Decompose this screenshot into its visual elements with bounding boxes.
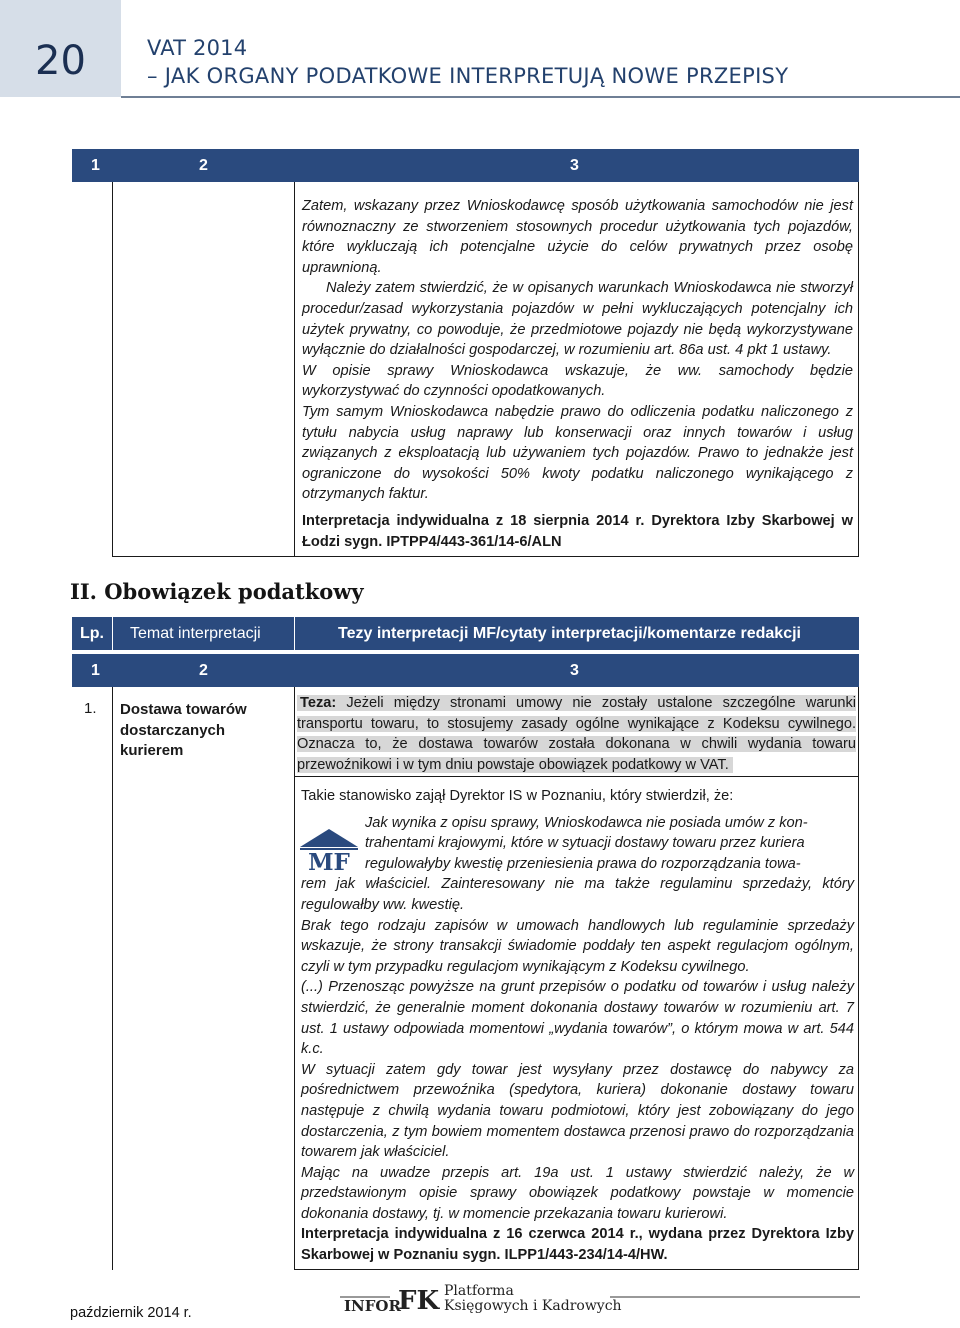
- col-num-1: 1: [91, 157, 100, 174]
- quote-line: Jak wynika z opisu sprawy, Wnioskodawca nie posiada umów z kon-: [365, 814, 808, 831]
- paragraph: W sytuacji zatem gdy towar jest wysyłany przez dostawcę do nabywcy za pośrednictwem przewoźnika (spedytora, kuriera) dokonanie dostawy towaru następuje z chwilą wydania towaru podmiotowi, który jest zobowiązany do jego dostarczenia, z tym bowiem momentem dostawca przenosi prawo do rozporządzania towarem jak właściciel.: [301, 1061, 854, 1161]
- thesis-box: [297, 693, 856, 775]
- source-citation: Interpretacja indywidualna z 16 czerwca 2014 r., wydana przez Dyrektora Izby Skarbowej w Poznaniu sygn. ILPP1/443-234/14-4/HW.: [301, 1226, 854, 1264]
- paragraph: Zatem, wskazany przez Wnioskodawcę sposób użytkowania samochodów nie jest równoznaczny ze stworzeniem stosownych procedur użytkowania tych pojazdów, które wykluczają ich potencjalne użycie do celów prywatnych przez osobę uprawnioną.: [302, 198, 853, 276]
- mf-logo-text: MF: [308, 849, 350, 871]
- table2-col-divider-1: [112, 687, 113, 1270]
- thesis-text: Jeżeli między stronami umowy nie zostały ustalone szczególne warunki transportu towaru, to stosujemy zasady ogólne wynikające z Kodeksu cywilnego. Oznacza to, że dostawa towarów została dokonana w chwili wydania towaru przewoźnikowi i w tym dniu powstaje obowiązek podatkowy w VAT.: [297, 695, 856, 773]
- source-citation: Interpretacja indywidualna z 18 sierpnia 2014 r. Dyrektora Izby Skarbowej w Łodzi sygn. IPTPP4/443-361/14-6/ALN: [302, 512, 853, 550]
- footer-logo-mark: FK: [398, 1286, 440, 1314]
- running-title: VAT 2014: [147, 36, 248, 60]
- table2-cell-content: [301, 786, 854, 1266]
- footer-date: październik 2014 r.: [70, 1305, 192, 1321]
- paragraph: (...) Przenosząc powyższe na grunt przepisów o podatku od towarów i usług należy stwierdzić, że generalnie moment dokonania dostawy towarów w rozumieniu art. 7 ust. 1 ustawy odpowiada momentowi „wydania towarów”, o którym mowa w art. 544 k.c.: [301, 979, 854, 1058]
- row-topic: Dostawa towarów dostarczanych kurierem: [120, 701, 247, 759]
- header-divider-2: [294, 617, 295, 650]
- table2-col-divider-2: [294, 687, 295, 1270]
- footer-logo-line1: Platforma: [444, 1283, 514, 1299]
- col-num-3: 3: [570, 157, 579, 174]
- page-number: 20: [35, 38, 86, 84]
- paragraph: Mając na uwadze przepis art. 19a ust. 1 ustawy stwierdzić należy, że w przedstawionym opisie sprawy obowiązek podatkowy powstaje w momencie dokonania dostawy, tj. w momencie przekazania towaru kurierowi.: [301, 1164, 854, 1222]
- col-num-3: 3: [570, 662, 579, 679]
- header-lp: Lp.: [80, 625, 104, 642]
- header-theses: Tezy interpretacji MF/cytaty interpretacji/komentarze redakcji: [338, 625, 801, 642]
- paragraph: W opisie sprawy Wnioskodawca wskazuje, że ww. samochody będzie wykorzystywać do czynności opodatkowanych.: [302, 362, 853, 400]
- footer-logo-left: INFOR: [344, 1297, 401, 1314]
- section-title: II. Obowiązek podatkowy: [70, 579, 364, 604]
- table1-right-border: [858, 182, 859, 557]
- running-subtitle: – JAK ORGANY PODATKOWE INTERPRETUJĄ NOWE PRZEPISY: [147, 64, 789, 88]
- header-divider-1: [112, 617, 113, 650]
- col-num-2: 2: [199, 662, 208, 679]
- paragraph: Brak tego rodzaju zapisów w umowach handlowych lub regulaminie sprzedaży wskazuje, że strony transakcji świadomie poddały ten aspekt regulacjom ogólnym, czyli w tym przypadku regulacjom wynikającym z Kodeksu cywilnego.: [301, 917, 854, 975]
- table1-col-divider-2: [294, 182, 295, 557]
- table2-right-border: [858, 687, 859, 1270]
- table2-column-numbers: [72, 654, 859, 687]
- paragraph: Należy zatem stwierdzić, że w opisanych warunkach Wnioskodawca nie stworzył procedur/zasad wykorzystania pojazdów w pełni wykluczających potencjalny ich użytek prywatny, co powoduje, że przedmiotowe pojazdy nie będą wykorzystywane wyłącznie do działalności gospodarczej, w rozumieniu art. 86a ust. 4 pkt 1 ustawy.: [302, 280, 853, 359]
- header-topic: Temat interpretacji: [130, 625, 261, 642]
- quote-tail: rem jak właściciel. Zainteresowany nie ma także regulaminu sprzedaży, który regulowałby ww. kwestię.: [301, 876, 854, 913]
- table1-cell-content: [302, 196, 853, 552]
- header-rule: [121, 96, 960, 98]
- footer-logo-line2: Księgowych i Kadrowych: [444, 1298, 622, 1314]
- col-num-1: 1: [91, 662, 100, 679]
- thesis-highlight: [297, 695, 856, 773]
- table2-header-row: [72, 617, 859, 650]
- thesis-label: Teza:: [300, 695, 337, 711]
- col-num-2: 2: [199, 157, 208, 174]
- quote-line: trahentami krajowymi, które w sytuacji dostawy towaru przez kuriera: [365, 835, 805, 852]
- quote-line: regulowałyby kwestię przeniesienia prawa do rozporządzania towa-: [365, 855, 801, 872]
- paragraph: Tym samym Wnioskodawca nabędzie prawo do odliczenia podatku naliczonego z tytułu nabycia usług naprawy lub konserwacji oraz innych towarów i usług związanych z eksploatacją lub używaniem tych pojazdów. Prawo to jednakże jest ograniczone do wysokości 50% kwoty podatku naliczonego wynikającego z otrzymanych faktur.: [302, 403, 853, 503]
- infor-fk-logo-icon: [340, 1280, 860, 1314]
- table1-bottom-border: [112, 556, 859, 557]
- table2-bottom-border: [294, 1269, 859, 1270]
- intro: Takie stanowisko zajął Dyrektor IS w Poznaniu, który stwierdził, że:: [301, 788, 734, 804]
- table1-col-divider-1: [112, 182, 113, 557]
- row-number: 1.: [84, 700, 97, 717]
- table1-column-numbers: [72, 149, 859, 182]
- thesis-divider: [294, 776, 859, 777]
